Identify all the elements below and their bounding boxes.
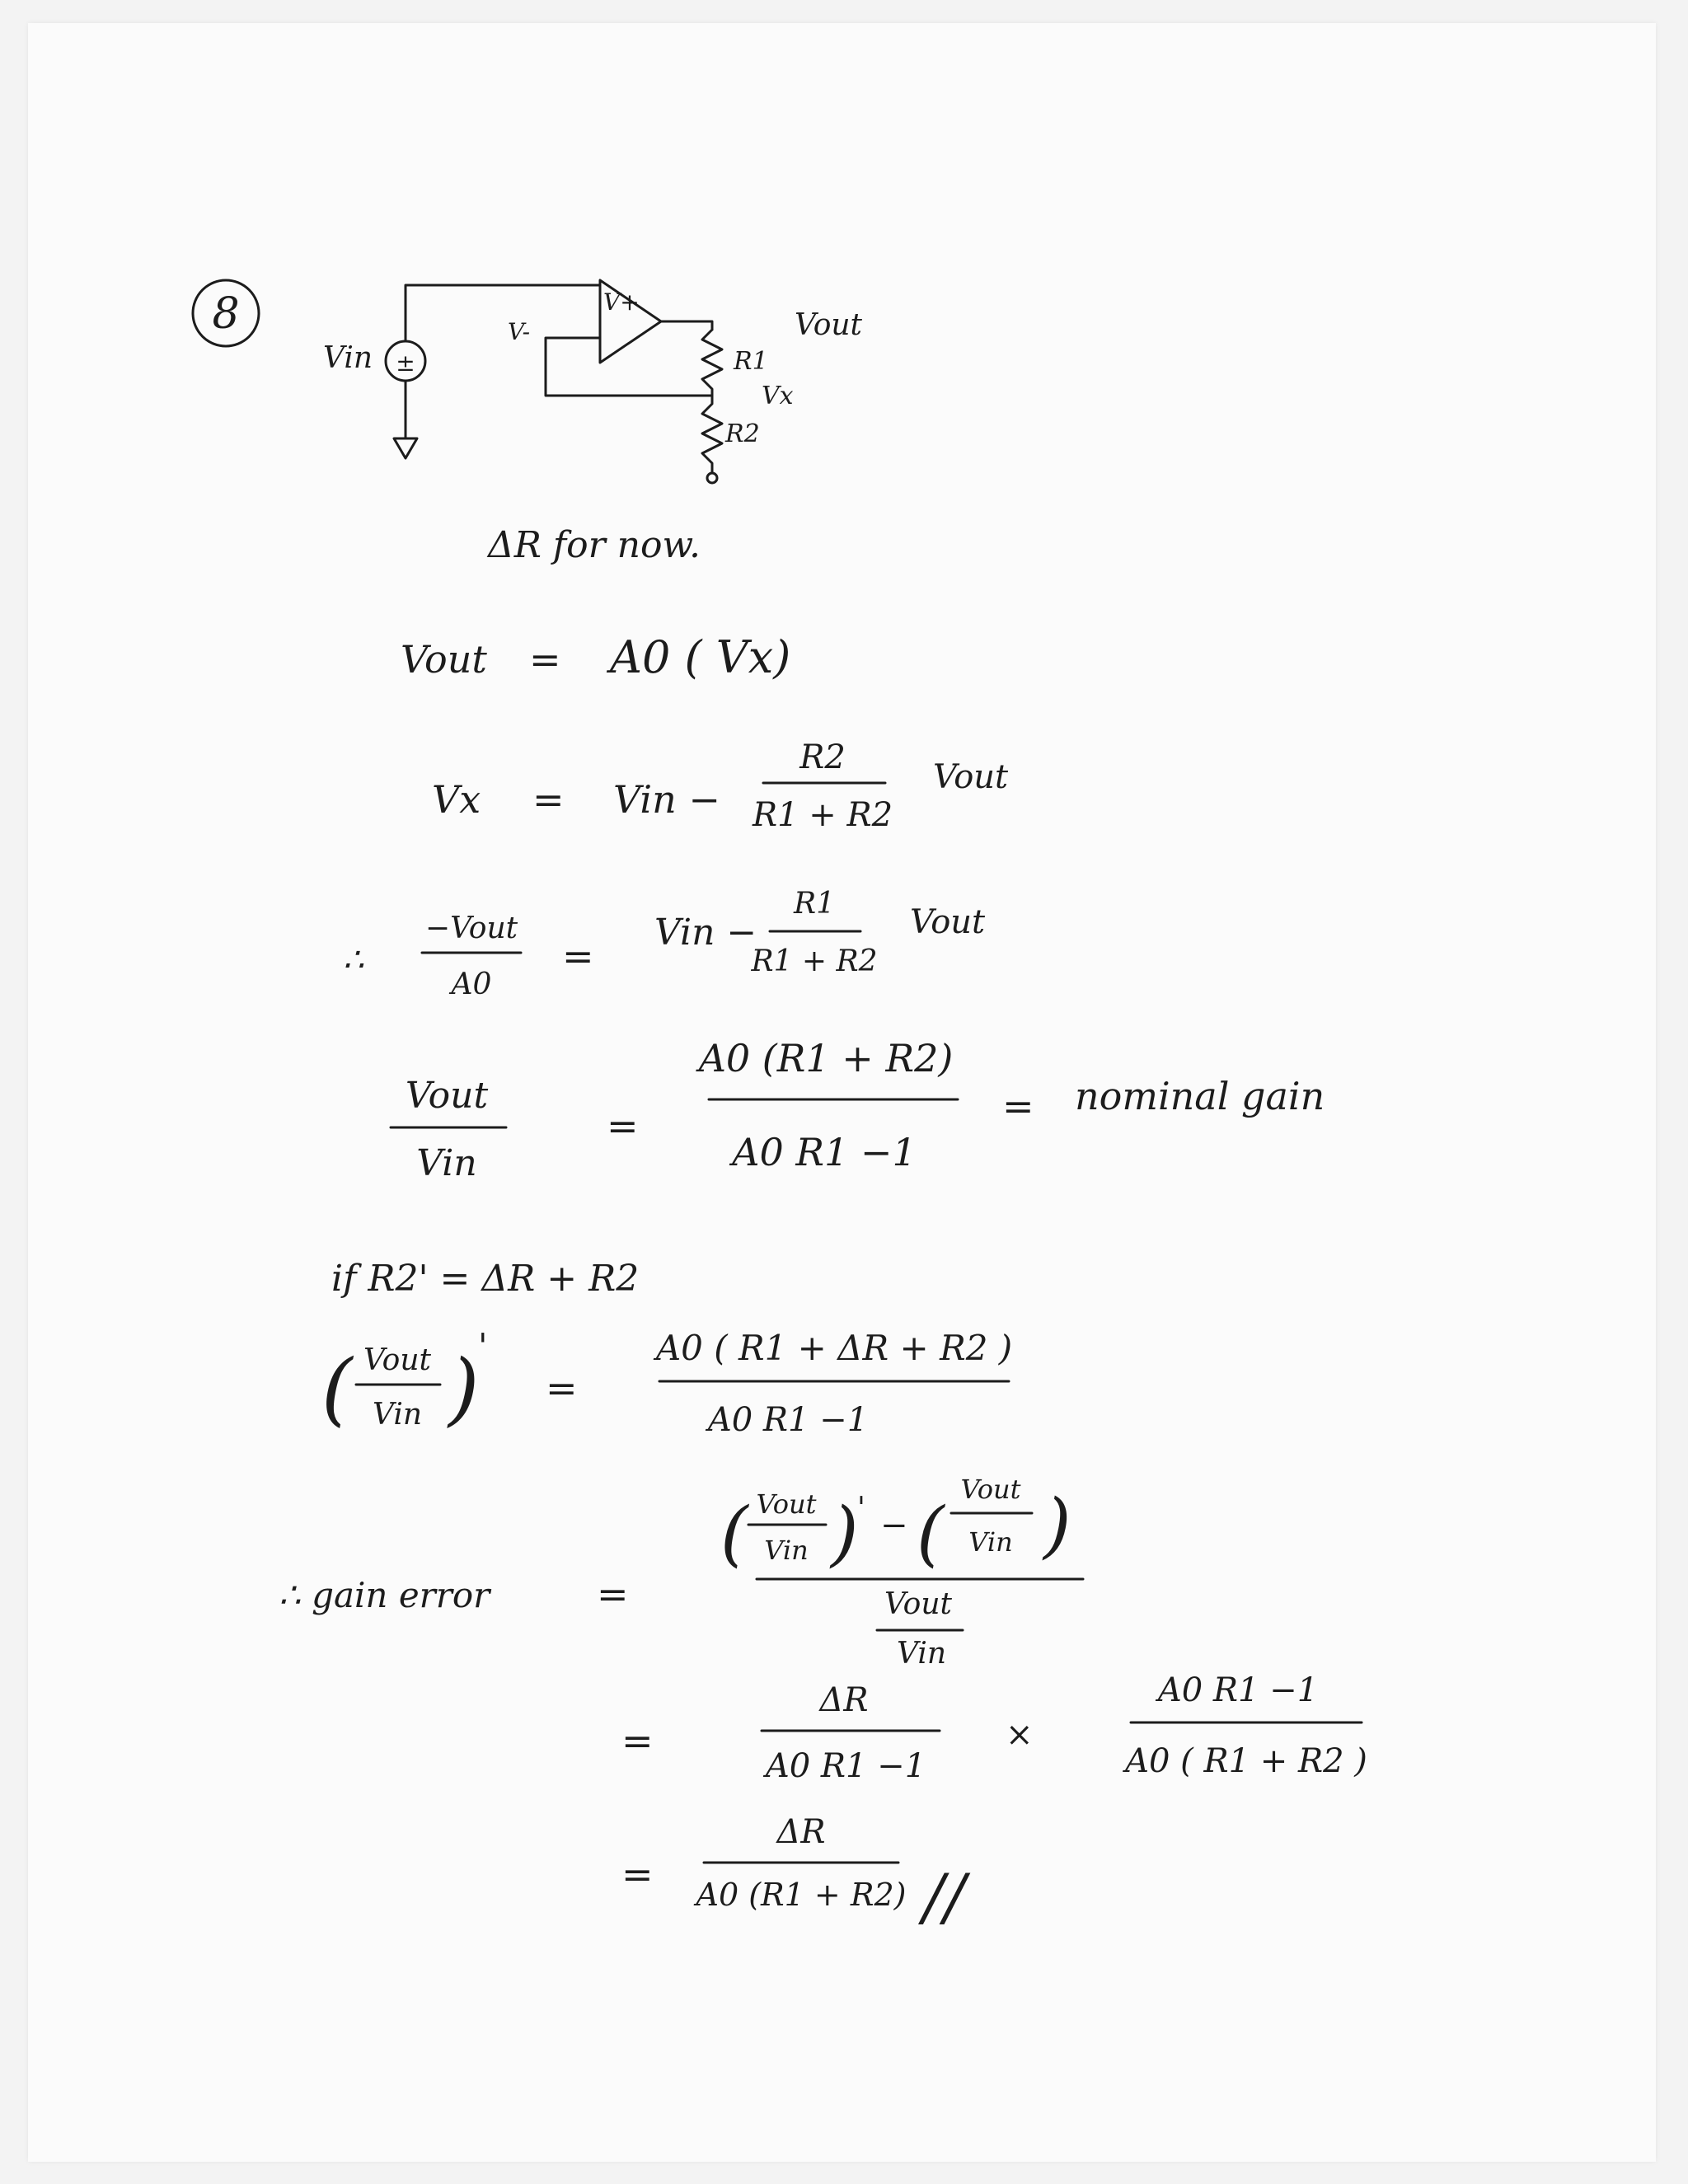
eq6-close-paren: ) [448,1343,480,1435]
eq4-lhs-numerator: Vout [405,1075,489,1117]
handwritten-derivation [28,23,1656,2162]
equation-gain-error-final [621,1813,971,1933]
ground-icon [394,438,417,458]
eq2-lhs: Vx [432,777,481,822]
equation-vout [401,631,790,683]
eq8-denominator-2: A0 ( R1 + R2 ) [1125,1742,1367,1780]
eq7-paren-b-close: ) [1043,1484,1071,1567]
eq3-numerator: R1 [793,887,836,921]
eq6-open-paren: ( [321,1343,353,1435]
eq3-denominator: R1 + R2 [751,944,878,978]
eq7-paren-a-open: ( [720,1493,748,1575]
source-polarity-label: ± [396,349,415,377]
eq1-rhs: A0 ( Vx) [610,631,791,683]
eq8-denominator-1: A0 R1 −1 [765,1747,926,1785]
eq1-lhs: Vout [401,637,487,682]
eq1-equals: = [529,637,561,682]
vx-label: Vx [762,382,794,410]
opamp-circuit-diagram [323,280,863,483]
eq3-therefore: ∴ [343,941,364,979]
equation-substitution [343,887,986,1001]
problem-number [193,280,259,346]
eq7-prime: ' [857,1492,865,1526]
ground-node-icon [707,473,717,483]
notebook-page [28,23,1656,2162]
eq7-paren-a-close: ) [831,1493,859,1575]
eq9-equals: = [621,1852,654,1896]
eq8-times: × [1006,1716,1034,1754]
eq3-tail: Vout [910,903,986,941]
eq6-lhs-numerator: Vout [363,1343,432,1377]
eq6-equals: = [546,1366,578,1410]
eq4-denominator: A0 R1 −1 [732,1130,917,1174]
equation-perturbed-gain [321,1326,1012,1439]
eq5-definition: if R2' = ΔR + R2 [331,1258,640,1300]
eq4-equals: = [607,1104,639,1148]
eq2-numerator: R2 [799,738,846,776]
eq7-top-a-denominator: Vin [764,1535,809,1566]
vin-label: Vin [323,341,373,375]
equation-gain-error-expanded [621,1671,1367,1785]
eq7-equals: = [597,1572,629,1616]
eq4-numerator: A0 (R1 + R2) [698,1036,954,1080]
eq3-lhs-numerator: −Vout [424,912,518,945]
equation-gain-error [279,1474,1083,1671]
eq2-equals: = [532,777,565,822]
eq6-prime: ' [478,1326,488,1366]
eq8-equals: = [621,1718,654,1763]
eq7-minus: − [880,1507,908,1544]
eq2-vin-minus: Vin − [613,777,720,822]
eq7-top-b-denominator: Vin [968,1526,1013,1558]
delta-r-note: ΔR for now. [488,524,701,566]
resistor-r1-icon [702,330,722,396]
equation-nominal-gain [391,1036,1325,1184]
r2-label: R2 [725,419,760,448]
eq6-denominator: A0 R1 −1 [707,1401,869,1439]
eq9-numerator: ΔR [776,1813,826,1851]
eq6-numerator: A0 ( R1 + ΔR + R2 ) [655,1328,1013,1368]
eq3-equals: = [562,934,594,978]
eq7-label: ∴ gain error [279,1575,490,1615]
vminus-label: V- [508,318,531,345]
eq7-den-numerator: Vout [884,1587,953,1621]
eq7-den-denominator: Vin [896,1637,947,1671]
equation-vx [432,738,1009,834]
vout-label: Vout [795,308,863,342]
eq8-numerator-2: A0 R1 −1 [1157,1671,1319,1709]
eq4-lhs-denominator: Vin [416,1142,477,1184]
eq2-tail: Vout [933,758,1009,796]
eq7-top-a-numerator: Vout [756,1488,817,1520]
eq6-lhs-denominator: Vin [372,1398,423,1432]
vplus-label: V+ [603,288,640,316]
resistor-r2-icon [702,396,722,473]
problem-number-text: 8 [212,289,240,339]
eq8-numerator-1: ΔR [819,1681,869,1719]
eq4-label: nominal gain [1075,1074,1325,1118]
eq7-top-b-numerator: Vout [960,1474,1021,1505]
eq9-denominator: A0 (R1 + R2) [696,1877,907,1913]
eq9-end-mark: // [923,1860,966,1933]
eq4-equals-2: = [1002,1084,1034,1128]
eq3-vin-minus: Vin − [654,912,757,954]
r1-label: R1 [734,347,768,376]
eq7-paren-b-open: ( [917,1493,945,1575]
eq2-denominator: R1 + R2 [752,796,893,834]
eq3-lhs-denominator: A0 [451,968,492,1001]
